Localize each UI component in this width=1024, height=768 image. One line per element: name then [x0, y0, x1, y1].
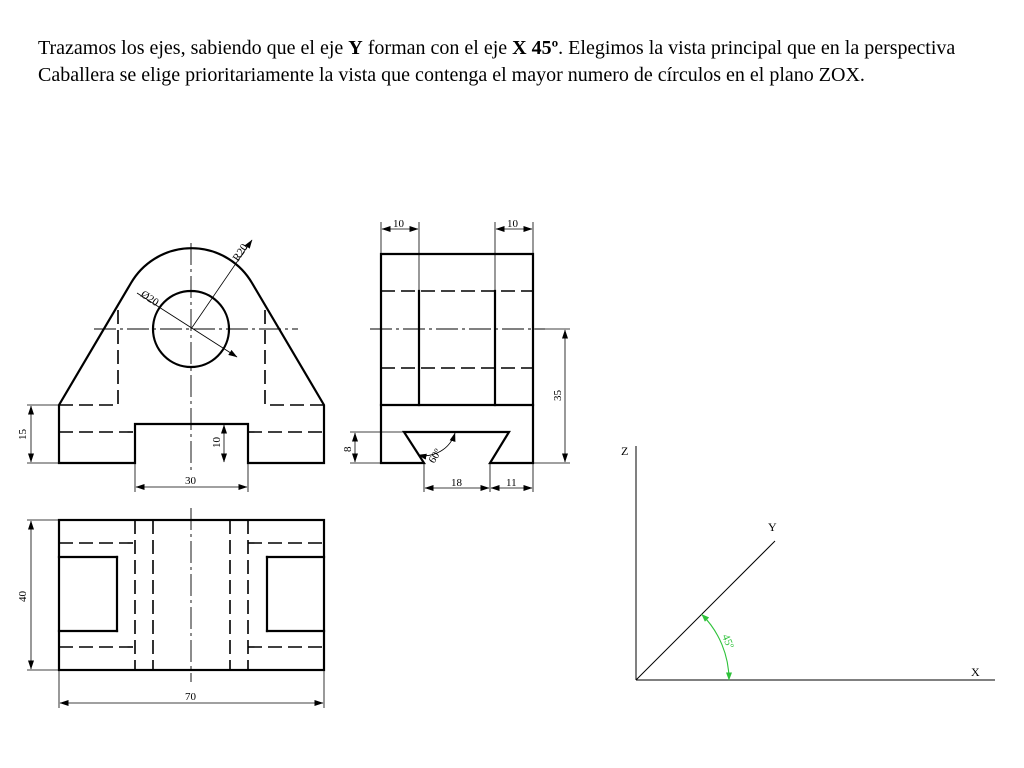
intro-text-3: . Elegimos la vista principal que en la perspectiva Caballera se elige prioritariamente la vista que contenga el mayor numero de círculos en el plano ZOX. [38, 37, 956, 86]
bottom-right-dim-text: 11 [506, 477, 517, 489]
front-view [17, 240, 324, 492]
top-view-outline [59, 520, 324, 670]
top-left-dim-text: 10 [393, 218, 404, 230]
z-axis-label: Z [621, 444, 629, 458]
slot-depth-dim-text: 10 [211, 437, 223, 448]
diameter-dim-text: Ø20 [138, 288, 161, 309]
axes-diagram [621, 444, 995, 680]
height-dim-text: 15 [17, 429, 29, 440]
intro-text-1: Trazamos los ejes, sabiendo que el eje [38, 37, 349, 59]
intro-text-2: forman con el eje [362, 37, 513, 59]
slot-width-dim-text: 30 [185, 475, 196, 487]
intro-y-bold: Y [348, 37, 363, 59]
intro-x45-bold: X 45º [512, 37, 559, 59]
front-view-outline [59, 248, 324, 463]
side-view [342, 218, 570, 492]
y-axis [636, 541, 775, 680]
radius-dim-text: R20 [230, 241, 251, 264]
bottom-width-dim-text: 18 [451, 477, 462, 489]
angle-45-label: 45º [719, 632, 736, 651]
x-axis-label: X [971, 665, 980, 679]
groove-depth-dim-text: 8 [342, 446, 354, 452]
width-dim-text: 70 [185, 691, 196, 703]
height-35-dim-text: 35 [552, 390, 564, 401]
side-view-outline [381, 254, 533, 463]
top-view [17, 508, 324, 708]
angle-dim-text: 60º [426, 447, 445, 466]
y-axis-label: Y [768, 520, 777, 534]
depth-dim-text: 40 [17, 591, 29, 602]
top-right-dim-text: 10 [507, 218, 518, 230]
